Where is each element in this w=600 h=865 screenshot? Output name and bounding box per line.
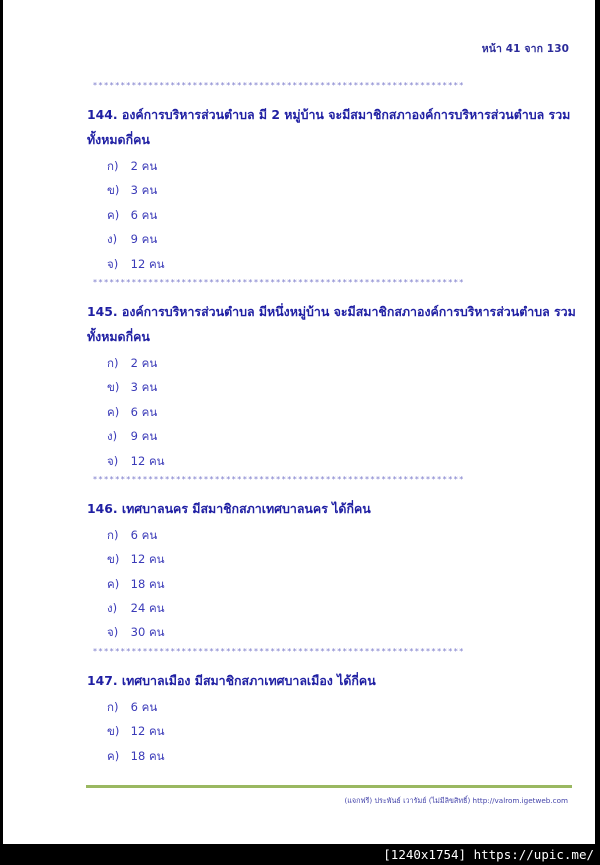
option-text: 9 คน bbox=[130, 429, 158, 444]
option-label: ง) bbox=[107, 232, 118, 247]
option-text: 2 คน bbox=[130, 159, 158, 173]
option-text: 9 คน bbox=[130, 232, 158, 247]
option-item bbox=[107, 375, 577, 399]
option-item bbox=[107, 203, 577, 227]
option-item bbox=[107, 744, 577, 768]
option-label: ค) bbox=[107, 576, 120, 591]
option-label: จ) bbox=[107, 625, 119, 640]
option-item bbox=[107, 351, 577, 375]
question-145 bbox=[87, 290, 577, 473]
option-label: ค) bbox=[107, 207, 120, 222]
question-146 bbox=[87, 487, 577, 645]
option-label: ค) bbox=[107, 748, 120, 763]
option-item bbox=[107, 596, 577, 620]
option-item bbox=[107, 227, 577, 251]
option-list bbox=[87, 523, 577, 645]
option-text: 12 คน bbox=[130, 552, 165, 567]
footer-credit: (แจกฟรี) ประพันธ์ เวารัมย์ (ไม่มีลิขสิทธิ์) http://valrom.igetweb.com bbox=[344, 796, 568, 805]
question-list bbox=[87, 79, 577, 768]
option-label: ง) bbox=[107, 601, 118, 616]
option-item bbox=[107, 400, 577, 424]
option-item bbox=[107, 523, 577, 547]
question-text: 145. องค์การบริหารส่วนตำบล มีหนึ่งหมู่บ้าน จะมีสมาชิกสภาองค์การบริหารส่วนตำบล รวมทั้งหมดกี่คน bbox=[87, 303, 576, 344]
option-label: ก) bbox=[107, 355, 119, 370]
document-page bbox=[3, 0, 595, 844]
option-item bbox=[107, 695, 577, 719]
option-text: 6 คน bbox=[130, 404, 158, 419]
option-text: 12 คน bbox=[130, 453, 165, 468]
option-text: 6 คน bbox=[130, 699, 158, 714]
option-text: 18 คน bbox=[130, 576, 165, 591]
option-item bbox=[107, 719, 577, 743]
option-item bbox=[107, 449, 577, 473]
footer-divider bbox=[86, 785, 572, 788]
option-label: จ) bbox=[107, 256, 119, 271]
option-label: ค) bbox=[107, 404, 120, 419]
option-label: ก) bbox=[107, 699, 119, 714]
option-list bbox=[87, 154, 577, 276]
question-text: 147. เทศบาลเมือง มีสมาชิกสภาเทศบาลเมือง ได้กี่คน bbox=[87, 672, 376, 688]
option-text: 6 คน bbox=[130, 527, 158, 542]
option-list bbox=[87, 695, 577, 768]
option-text: 12 คน bbox=[130, 724, 165, 739]
option-label: ข) bbox=[107, 724, 120, 739]
option-item bbox=[107, 178, 577, 202]
option-item bbox=[107, 620, 577, 644]
image-host-watermark: [1240x1754] https://upic.me/ bbox=[383, 847, 594, 862]
option-text: 30 คน bbox=[130, 625, 165, 640]
option-text: 24 คน bbox=[130, 601, 165, 616]
page-indicator: หน้า 41 จาก 130 bbox=[481, 43, 569, 55]
option-text: 2 คน bbox=[130, 355, 158, 370]
question-text: 144. องค์การบริหารส่วนตำบล มี 2 หมู่บ้าน จะมีสมาชิกสภาองค์การบริหารส่วนตำบล รวมทั้งหมดกี่คน bbox=[87, 107, 571, 147]
separator: ******************************************************************* bbox=[93, 474, 465, 484]
option-item bbox=[107, 252, 577, 276]
question-text: 146. เทศบาลนคร มีสมาชิกสภาเทศบาลนคร ได้กี่คน bbox=[87, 500, 371, 516]
option-item bbox=[107, 424, 577, 448]
option-text: 6 คน bbox=[130, 207, 158, 222]
option-list bbox=[87, 351, 577, 473]
option-label: ก) bbox=[107, 527, 119, 542]
question-144 bbox=[87, 93, 577, 276]
option-label: ข) bbox=[107, 380, 120, 395]
separator: ******************************************************************* bbox=[93, 81, 465, 90]
option-text: 12 คน bbox=[130, 256, 165, 271]
option-label: จ) bbox=[107, 453, 119, 468]
option-label: ง) bbox=[107, 429, 118, 444]
option-label: ก) bbox=[107, 159, 119, 173]
option-label: ข) bbox=[107, 552, 120, 567]
option-item bbox=[107, 572, 577, 596]
separator: ******************************************************************* bbox=[93, 277, 465, 287]
option-text: 3 คน bbox=[130, 380, 158, 395]
option-label: ข) bbox=[107, 183, 120, 198]
separator: ******************************************************************* bbox=[93, 646, 465, 656]
option-text: 18 คน bbox=[130, 748, 165, 763]
option-item bbox=[107, 547, 577, 571]
option-item bbox=[107, 154, 577, 178]
question-147 bbox=[87, 659, 577, 768]
option-text: 3 คน bbox=[130, 183, 158, 198]
